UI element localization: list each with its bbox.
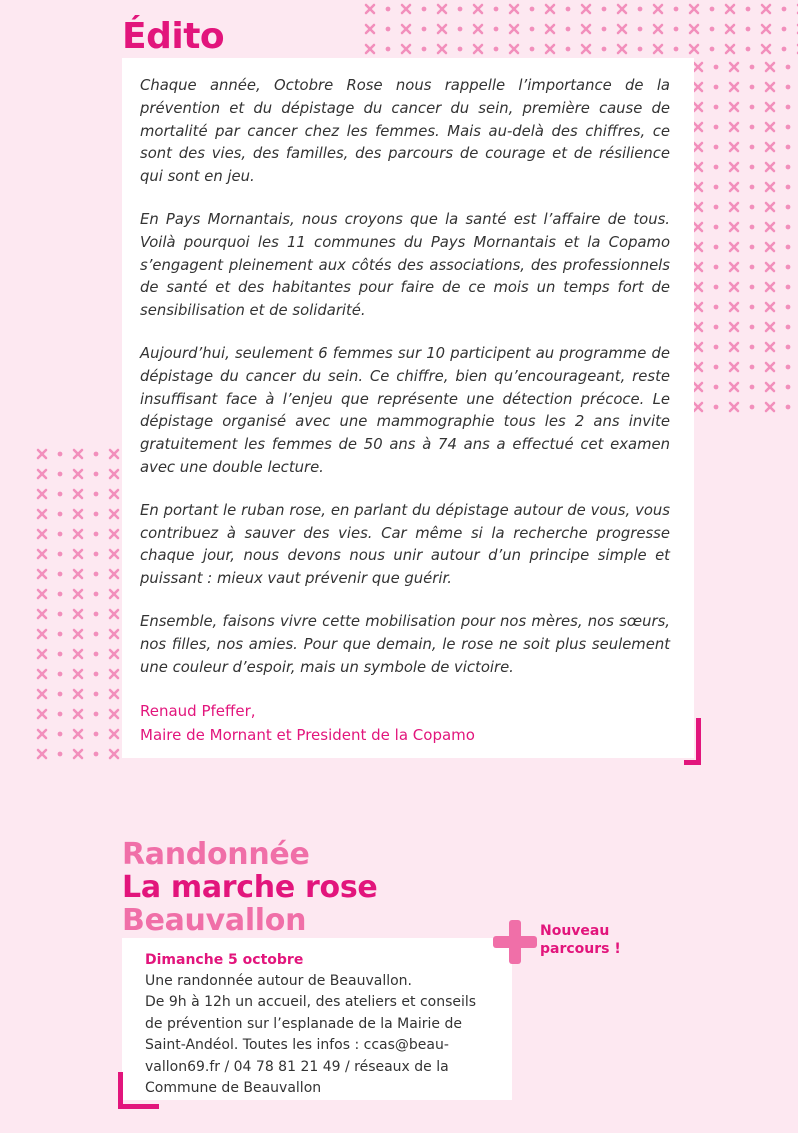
edito-paragraph: En Pays Mornantais, nous croyons que la santé est l’affaire de tous. Voilà pourquoi les 11 communes du Pays Mornantais et la Copamo s’engagent pleinement aux côtés des associations, des professionnels de santé et des habitantes pour faire de ce mois un temps fort de sensibilisation et de solidarité. bbox=[140, 210, 670, 320]
edito-paragraph: Ensemble, faisons vivre cette mobilisation pour nos mères, nos sœurs, nos filles, nos amies. Pour que demain, le rose ne soit plus seulement une couleur d’espoir, mais un symbole de victoire. bbox=[140, 612, 670, 676]
edito-paragraph: Chaque année, Octobre Rose nous rappelle l’importance de la prévention et du dépistage du cancer du sein, première cause de mortalité par cancer chez les femmes. Mais au-delà des chiffres, ce sont des vies, des familles, des parcours de courage et de résilience qui sont en jeu. bbox=[140, 77, 670, 186]
edito-body bbox=[140, 75, 670, 679]
walk-line: Saint-Andéol. Toutes les infos : ccas@beau- bbox=[145, 1037, 449, 1054]
corner-bracket-left bbox=[118, 1072, 159, 1109]
walk-line: vallon69.fr / 04 78 81 21 49 / réseaux de la bbox=[145, 1058, 449, 1075]
edito-paragraph: En portant le ruban rose, en parlant du dépistage autour de vous, vous contribuez à sauver des vies. Car même si la recherche progresse chaque jour, nous devons nous unir autour d’un principe simple et puissant : mieux vaut prévenir que guérir. bbox=[140, 501, 670, 588]
edito-title: Édito bbox=[122, 16, 225, 57]
walk-line: de prévention sur l’esplanade de la Mairie de bbox=[145, 1015, 462, 1032]
signature-name: Renaud Pfeffer, bbox=[140, 702, 256, 721]
walk-info-card bbox=[122, 938, 512, 1100]
walk-line: Commune de Beauvallon bbox=[145, 1080, 322, 1097]
walk-title-line3: Beauvallon bbox=[122, 903, 307, 938]
signature bbox=[140, 699, 670, 747]
edito-card bbox=[122, 58, 694, 758]
plus-icon bbox=[493, 920, 537, 964]
new-route-badge-line1: Nouveau bbox=[540, 923, 610, 939]
new-route-badge bbox=[540, 922, 621, 958]
walk-title bbox=[122, 838, 377, 937]
edito-paragraph: Aujourd’hui, seulement 6 femmes sur 10 participent au programme de dépistage du cancer du sein. Ce chiffre, bien qu’encourageant, reste insuffisant face à l’enjeu que représente une détection précoce. Le dépistage organisé avec une mammographie tous les 2 ans invite gratuitement les femmes de 50 ans à 74 ans a effectué cet examen avec une double lecture. bbox=[140, 344, 670, 476]
walk-date: Dimanche 5 octobre bbox=[145, 952, 304, 968]
walk-line: Une randonnée autour de Beauvallon. bbox=[145, 973, 413, 989]
new-route-badge-line2: parcours ! bbox=[540, 941, 621, 957]
signature-role: Maire de Mornant et President de la Copamo bbox=[140, 726, 475, 745]
decorative-pattern-right bbox=[690, 58, 798, 420]
walk-title-line1: Randonnée bbox=[122, 837, 310, 872]
walk-line: De 9h à 12h un accueil, des ateliers et conseils bbox=[145, 994, 477, 1011]
corner-bracket-right bbox=[684, 718, 701, 765]
walk-title-line2: La marche rose bbox=[122, 870, 378, 905]
decorative-pattern-top bbox=[362, 0, 798, 58]
decorative-pattern-left bbox=[34, 445, 124, 760]
